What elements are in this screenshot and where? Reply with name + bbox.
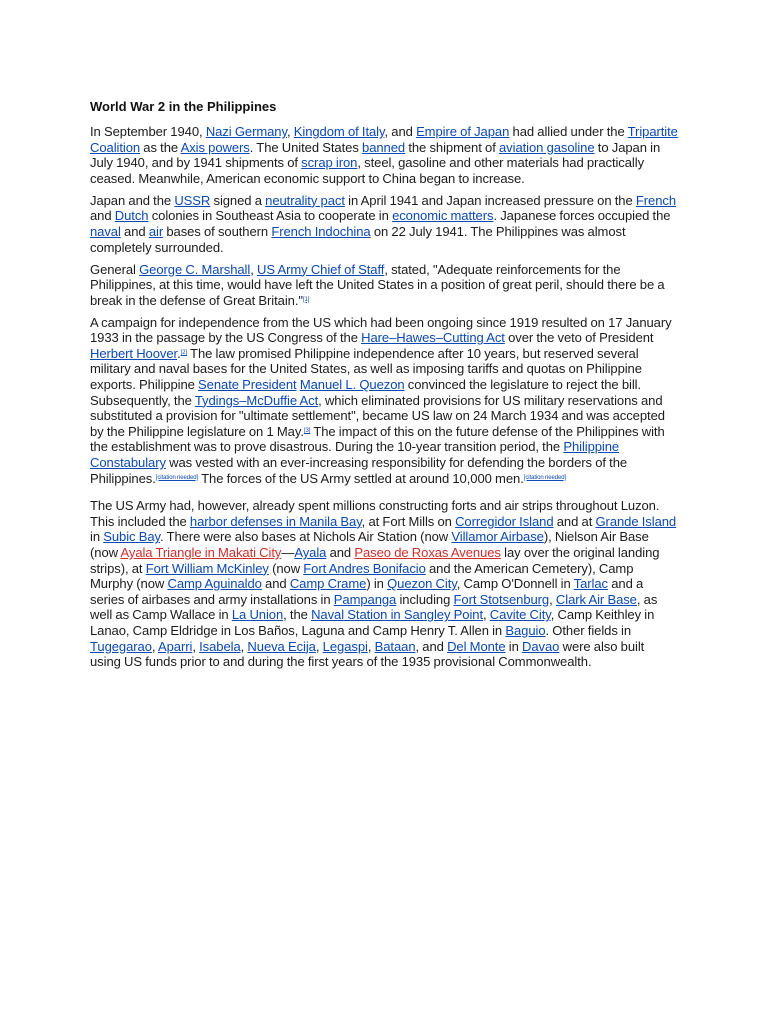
article-link[interactable]: Fort Stotsenburg — [453, 591, 550, 607]
reference-superscript — [524, 475, 566, 481]
article-link[interactable]: Tydings–McDuffie Act — [194, 392, 319, 408]
article-link[interactable]: Legaspi — [322, 638, 368, 654]
article-link[interactable]: neutrality pact — [265, 192, 345, 208]
reference-link[interactable]: [citation needed] — [523, 474, 567, 481]
article-link[interactable]: Fort William McKinley — [145, 560, 269, 576]
article-link[interactable]: Fort Andres Bonifacio — [303, 560, 426, 576]
article-link[interactable]: Senate President — [198, 377, 297, 393]
article-link[interactable]: Grande Island — [595, 513, 677, 529]
paragraph: In September 1940, Nazi Germany, Kingdom of Italy, and Empire of Japan had allied under the Tripartite Coalition as the Axis powers. The United States banned the shipment of aviation gasoline to Japan in July 1940, and by 1941 shipments of scrap iron, steel, gasoline and other materials had practically ceased. Meanwhile, American economic support to China began to increase. — [90, 124, 678, 186]
paragraph: General George C. Marshall, US Army Chief of Staff, stated, "Adequate reinforcements for the Philippines, at this time, would have left the United States in a position of great peril, should there be a break in the defense of Great Britain."[1] — [90, 261, 665, 308]
article-link[interactable]: scrap iron — [301, 155, 358, 171]
article-link[interactable]: La Union — [231, 607, 284, 623]
article-link[interactable]: Dutch — [114, 208, 149, 224]
article-link[interactable]: Nazi Germany — [205, 124, 287, 139]
article-link[interactable]: Cavite City — [489, 607, 551, 623]
article-link[interactable]: Nueva Ecija — [247, 638, 316, 654]
article-link[interactable]: Kingdom of Italy — [293, 124, 385, 139]
article-link[interactable]: Corregidor Island — [455, 513, 554, 529]
article-title: World War 2 in the Philippines — [90, 99, 277, 114]
article-link[interactable]: French — [635, 192, 677, 208]
reference-superscript — [304, 428, 310, 434]
article-link[interactable]: Villamor Airbase — [451, 529, 544, 545]
article-link[interactable]: Subic Bay — [103, 529, 161, 545]
article-link[interactable]: Manuel L. Quezon — [299, 377, 405, 393]
article-link[interactable]: George C. Marshall — [139, 261, 251, 277]
reference-superscript — [156, 475, 198, 481]
article-link[interactable]: Herbert Hoover — [90, 345, 178, 361]
paragraph: Japan and the USSR signed a neutrality pact in April 1941 and Japan increased pressure on the French and Dutch colonies in Southeast Asia to cooperate in economic matters. Japanese forces occupied the naval and air bases of southern French Indochina on 22 July 1941. The Philippines was almost completely surrounded. — [90, 192, 677, 255]
article-link[interactable]: Tarlac — [573, 576, 608, 592]
article-link[interactable]: aviation gasoline — [499, 139, 595, 155]
article-link[interactable]: Del Monte — [447, 638, 506, 654]
article-link[interactable]: Philippine Constabulary — [90, 439, 620, 471]
article-link[interactable]: Isabela — [199, 638, 241, 654]
article-link[interactable]: Hare–Hawes–Cutting Act — [361, 330, 505, 346]
article-link[interactable]: Naval Station in Sangley Point — [311, 607, 483, 623]
article-link[interactable]: Ayala — [294, 545, 327, 561]
article-link[interactable]: Aparri — [157, 638, 193, 654]
article-link[interactable]: Ayala Triangle in Makati City — [120, 545, 282, 561]
article-link[interactable]: Camp Crame — [289, 576, 367, 592]
article-link[interactable]: Pampanga — [333, 591, 397, 607]
article-link[interactable]: Baguio — [505, 622, 546, 638]
article-link[interactable]: Davao — [522, 638, 560, 654]
article-link[interactable]: economic matters — [392, 208, 494, 224]
reference-link[interactable]: [3] — [303, 427, 311, 434]
paragraph: The US Army had, however, already spent millions constructing forts and air strips throughout Luzon. This included the harbor defenses in Manila Bay, at Fort Mills on Corregidor Island and at Grande Island in Subic Bay. There were also bases at Nichols Air Station (now Villamor Airbase), Nielson Air Base (now Ayala Triangle in Makati City—Ayala and Paseo de Roxas Avenues lay over the original landing strips), at Fort William McKinley (now Fort Andres Bonifacio and the American Cemetery), Camp Murphy (now Camp Aguinaldo and Camp Crame) in Quezon City, Camp O'Donnell in Tarlac and a series of airbases and army installations in Pampanga including Fort Stotsenburg, Clark Air Base, as well as Camp Wallace in La Union, the Naval Station in Sangley Point, Cavite City, Camp Keithley in Lanao, Camp Eldridge in Los Baños, Laguna and Camp Henry T. Allen in Baguio. Other fields in Tugegarao, Aparri, Isabela, Nueva Ecija, Legaspi, Bataan, and Del Monte in Davao were also built using US funds prior to and during the first years of the 1935 provisional Commonwealth. — [90, 498, 677, 670]
article-link[interactable]: Bataan — [374, 638, 416, 654]
article-link[interactable]: Tripartite Coalition — [90, 124, 678, 155]
article-link[interactable]: Camp Aguinaldo — [167, 576, 262, 592]
article-link[interactable]: Empire of Japan — [416, 124, 510, 139]
article-link[interactable]: US Army Chief of Staff — [256, 261, 385, 277]
article-link[interactable]: Clark Air Base — [555, 591, 637, 607]
article-link[interactable]: USSR — [174, 192, 211, 208]
article-link[interactable]: banned — [362, 139, 406, 155]
reference-link[interactable]: [1] — [302, 296, 310, 303]
article-link[interactable]: Tugegarao — [90, 638, 152, 654]
article-link[interactable]: harbor defenses in Manila Bay — [189, 513, 362, 529]
article-link[interactable]: Paseo de Roxas Avenues — [354, 545, 501, 561]
article-link[interactable]: air — [148, 223, 164, 239]
article-link[interactable]: Quezon City — [387, 576, 457, 592]
article-link[interactable]: naval — [90, 223, 121, 239]
article-link[interactable]: Axis powers — [180, 139, 250, 155]
reference-link[interactable]: [citation needed] — [155, 474, 199, 481]
reference-superscript — [181, 350, 187, 356]
article-body — [90, 98, 678, 676]
reference-superscript — [303, 297, 309, 303]
article-link[interactable]: French Indochina — [271, 223, 371, 239]
paragraph: A campaign for independence from the US which had been ongoing since 1919 resulted on 17 January 1933 in the passage by the US Congress of the Hare–Hawes–Cutting Act over the veto of President Herbert Hoover.[2] The law promised Philippine independence after 10 years, but reserved several military and naval bases for the United States, as well as imposing tariffs and quotas on Philippine exports. Philippine Senate President Manuel L. Quezon convinced the legislature to reject the bill. Subsequently, the Tydings–McDuffie Act, which eliminated provisions for US military reservations and substituted a provision for "ultimate settlement", became US law on 24 March 1934 and was accepted by the Philippine legislature on 1 May.[3] The impact of this on the future defense of the Philippines with the establishment was to prove disastrous. During the 10-year transition period, the Philippine Constabulary was vested with an ever-increasing responsibility for defending the borders of the Philippines.[citation needed] The forces of the US Army settled at around 10,000 men.[citation needed] — [90, 314, 672, 486]
reference-link[interactable]: [2] — [180, 349, 188, 356]
